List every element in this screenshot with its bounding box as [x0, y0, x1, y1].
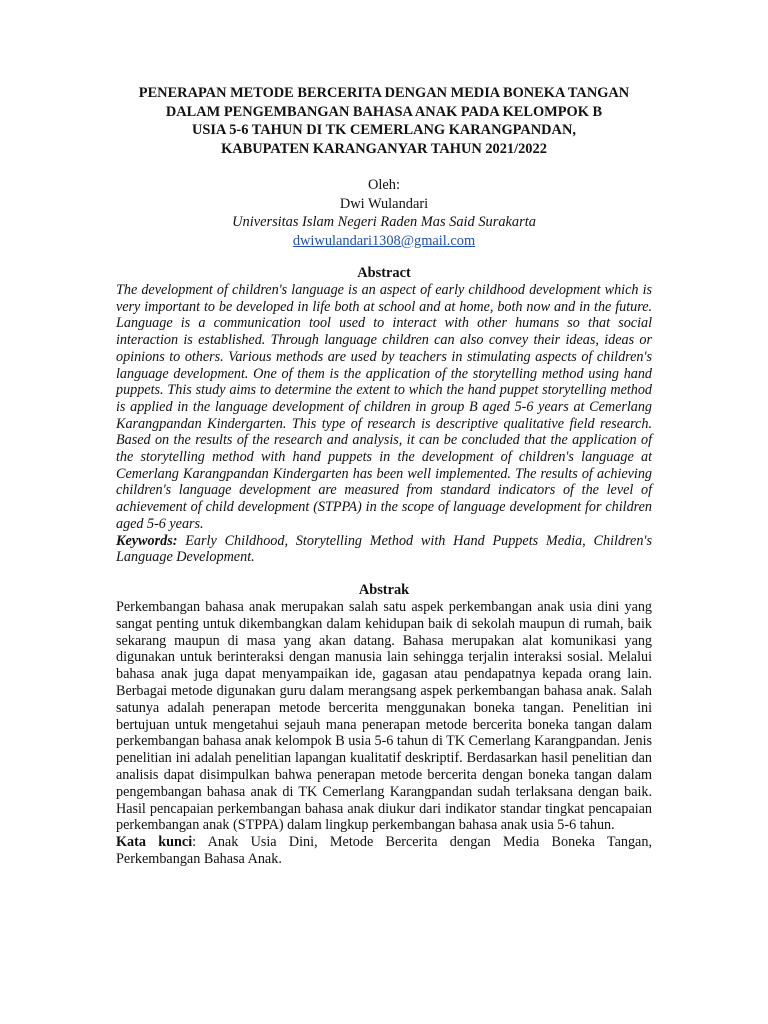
kata-kunci-list: : Anak Usia Dini, Metode Bercerita dengan Media Boneka Tangan, Perkembangan Bahasa Anak.	[116, 834, 652, 867]
author-name: Dwi Wulandari	[339, 195, 429, 212]
abstract-heading: Abstract	[357, 265, 411, 281]
abstrak-keywords	[116, 834, 652, 868]
paper-title	[116, 84, 652, 158]
by-label: Oleh:	[368, 177, 400, 193]
title-line-1: PENERAPAN METODE BERCERITA DENGAN MEDIA BONEKA TANGAN	[138, 85, 630, 101]
kata-kunci-label: Kata kunci	[116, 834, 193, 851]
abstrak-heading: Abstrak	[358, 581, 410, 598]
title-line-4: KABUPATEN KARANGANYAR TAHUN 2021/2022	[221, 140, 547, 157]
paper-content	[116, 84, 652, 868]
keywords-list: Early Childhood, Storytelling Method with Hand Puppets Media, Children's Language Development.	[116, 532, 652, 566]
title-line-2: DALAM PENGEMBANGAN BAHASA ANAK PADA KELOMPOK B	[165, 103, 603, 120]
abstract-body: The development of children's language is an aspect of early childhood development which is very important to be developed in life both at school and at home, both now and in the future. Language is a communication tool used to interact with other humans so that social interaction is established. Through language children can also convey their ideas, ideas or opinions to others. Various methods are used by teachers in stimulating aspects of children's language development. One of them is the application of the storytelling method using hand puppets. This study aims to determine the extent to which the hand puppet storytelling method is applied in the language development of children in group B aged 5-6 years at Cemerlang Karangpandan Kindergarten. This type of research is descriptive qualitative field research. Based on the results of the research and analysis, it can be concluded that the application of the storytelling method with hand puppets in the development of children's language at Cemerlang Karangpandan Kindergarten has been well implemented. The results of achieving children's language development are measured from standard indicators of the level of achievement of child development (STPPA) in the scope of language development for children aged 5-6 years.	[116, 282, 652, 532]
abstract-keywords	[116, 533, 652, 566]
abstrak-body: Perkembangan bahasa anak merupakan salah satu aspek perkembangan anak usia dini yang sangat penting untuk dikembangkan dalam kehidupan baik di sekolah maupun di rumah, baik sekarang maupun di masa yang akan datang. Bahasa merupakan alat komunikasi yang digunakan untuk berinteraksi dengan manusia lain sehingga terjalin interaksi sosial. Melalui bahasa anak juga dapat menyampaikan ide, gagasan atau pendapatnya kepada orang lain. Berbagai metode digunakan guru dalam merangsang aspek perkembangan bahasa anak. Salah satunya adalah penerapan metode bercerita menggunakan boneka tangan. Penelitian ini bertujuan untuk mengetahui sejauh mana penerapan metode bercerita boneka tangan dalam perkembangan bahasa anak kelompok B usia 5-6 tahun di TK Cemerlang Karangpandan. Jenis penelitian ini adalah penelitian lapangan kualitatif deskriptif. Berdasarkan hasil penelitian dan analisis dapat disimpulkan bahwa penerapan metode bercerita dengan boneka tangan dalam pengembangan bahasa anak di TK Cemerlang Karangpandan sudah terlaksana dengan baik. Hasil pencapaian perkembangan bahasa anak diukur dari indikator standar tingkat pencapaian perkembangan anak (STPPA) dalam lingkup perkembangan bahasa anak usia 5-6 tahun.	[116, 598, 652, 834]
title-line-3: USIA 5-6 TAHUN DI TK CEMERLANG KARANGPANDAN,	[192, 122, 576, 138]
keywords-label: Keywords:	[116, 532, 178, 549]
author-block	[116, 176, 652, 250]
author-affiliation: Universitas Islam Negeri Raden Mas Said Surakarta	[232, 214, 536, 230]
author-email-link[interactable]: dwiwulandari1308@gmail.com	[292, 232, 476, 249]
